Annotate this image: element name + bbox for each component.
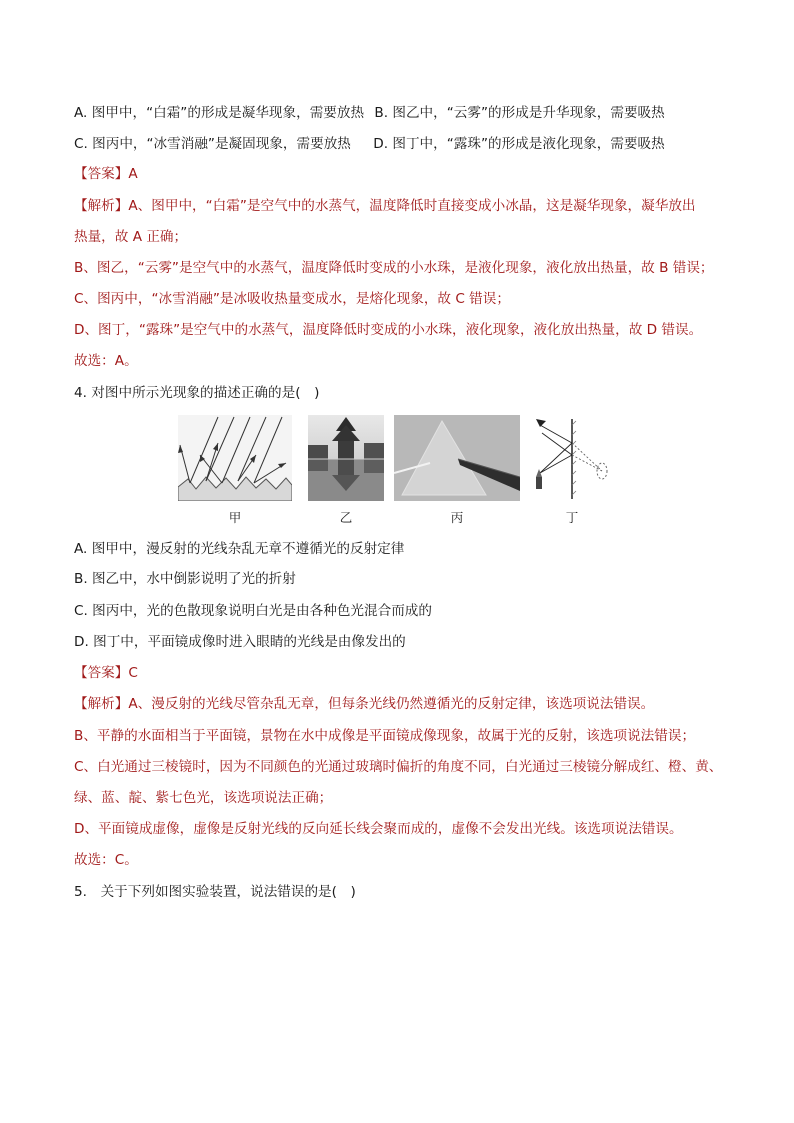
caption-yi: 乙 bbox=[339, 510, 353, 525]
q4-explanation-line-5: D、平面镜成虚像，虚像是反射光线的反向延长线会聚而成的，虚像不会发出光线。该选项说法错误。 bbox=[74, 821, 683, 837]
q3-explanation-line-2: 热量，故 A 正确； bbox=[74, 229, 188, 245]
q4-option-a: A. 图甲中，漫反射的光线杂乱无章不遵循光的反射定律 bbox=[74, 541, 405, 557]
q3-explanation-line-3: B、图乙，“云雾”是空气中的水蒸气，温度降低时变成的小水珠，是液化现象，液化放出热量，故 B 错误； bbox=[74, 260, 714, 276]
q4-option-c: C. 图丙中，光的色散现象说明白光是由各种色光混合而成的 bbox=[74, 603, 432, 619]
q4-answer: 【答案】C bbox=[74, 665, 138, 681]
q3-explanation-line-1: 【解析】A、图甲中，“白霜”是空气中的水蒸气，温度降低时直接变成小冰晶，这是凝华现象，凝华放出 bbox=[74, 198, 696, 214]
q3-option-c: C. 图丙中，“冰雪消融”是凝固现象，需要放热 bbox=[74, 136, 351, 152]
figure-water-reflection bbox=[308, 415, 384, 501]
q4-explanation-line-2: B、平静的水面相当于平面镜，景物在水中成像是平面镜成像现象，故属于光的反射，该选项说法错误； bbox=[74, 728, 696, 744]
q4-explanation-line-3: C、白光通过三棱镜时，因为不同颜色的光通过玻璃时偏折的角度不同，白光通过三棱镜分解成红、橙、黄、 bbox=[74, 759, 723, 775]
q3-answer: 【答案】A bbox=[74, 166, 138, 182]
q4-figure-row bbox=[178, 415, 618, 527]
figure-prism-dispersion bbox=[394, 415, 520, 501]
q3-choice: 故选：A。 bbox=[74, 353, 138, 369]
q3-option-a-b bbox=[74, 103, 665, 123]
q4-option-b: B. 图乙中，水中倒影说明了光的折射 bbox=[74, 571, 296, 587]
q5-stem: 5. 关于下列如图实验装置，说法错误的是( ) bbox=[74, 884, 356, 900]
q4-explanation-line-4: 绿、蓝、靛、紫七色光，该选项说法正确； bbox=[74, 790, 333, 806]
q3-option-c-d bbox=[74, 134, 665, 154]
figure-plane-mirror bbox=[532, 415, 612, 501]
q3-explanation-line-5: D、图丁，“露珠”是空气中的水蒸气，温度降低时变成的小水珠，液化现象，液化放出热量，故 D 错误。 bbox=[74, 322, 703, 338]
q4-option-d: D. 图丁中，平面镜成像时进入眼睛的光线是由像发出的 bbox=[74, 634, 406, 650]
q3-explanation-line-4: C、图丙中，“冰雪消融”是冰吸收热量变成水，是熔化现象，故 C 错误； bbox=[74, 291, 510, 307]
q4-explanation-line-1: 【解析】A、漫反射的光线尽管杂乱无章，但每条光线仍然遵循光的反射定律，该选项说法错误。 bbox=[74, 696, 655, 712]
q3-option-d: D. 图丁中，“露珠”的形成是液化现象，需要吸热 bbox=[373, 136, 665, 152]
caption-jia: 甲 bbox=[228, 510, 242, 525]
caption-bing: 丙 bbox=[450, 510, 464, 525]
figure-diffuse-reflection bbox=[178, 415, 292, 501]
q4-stem: 4. 对图中所示光现象的描述正确的是( ) bbox=[74, 385, 320, 401]
caption-ding: 丁 bbox=[565, 510, 579, 525]
q4-choice: 故选：C。 bbox=[74, 852, 138, 868]
q3-option-b: B. 图乙中，“云雾”的形成是升华现象，需要吸热 bbox=[374, 105, 665, 121]
q3-option-a: A. 图甲中，“白霜”的形成是凝华现象，需要放热 bbox=[74, 105, 365, 121]
